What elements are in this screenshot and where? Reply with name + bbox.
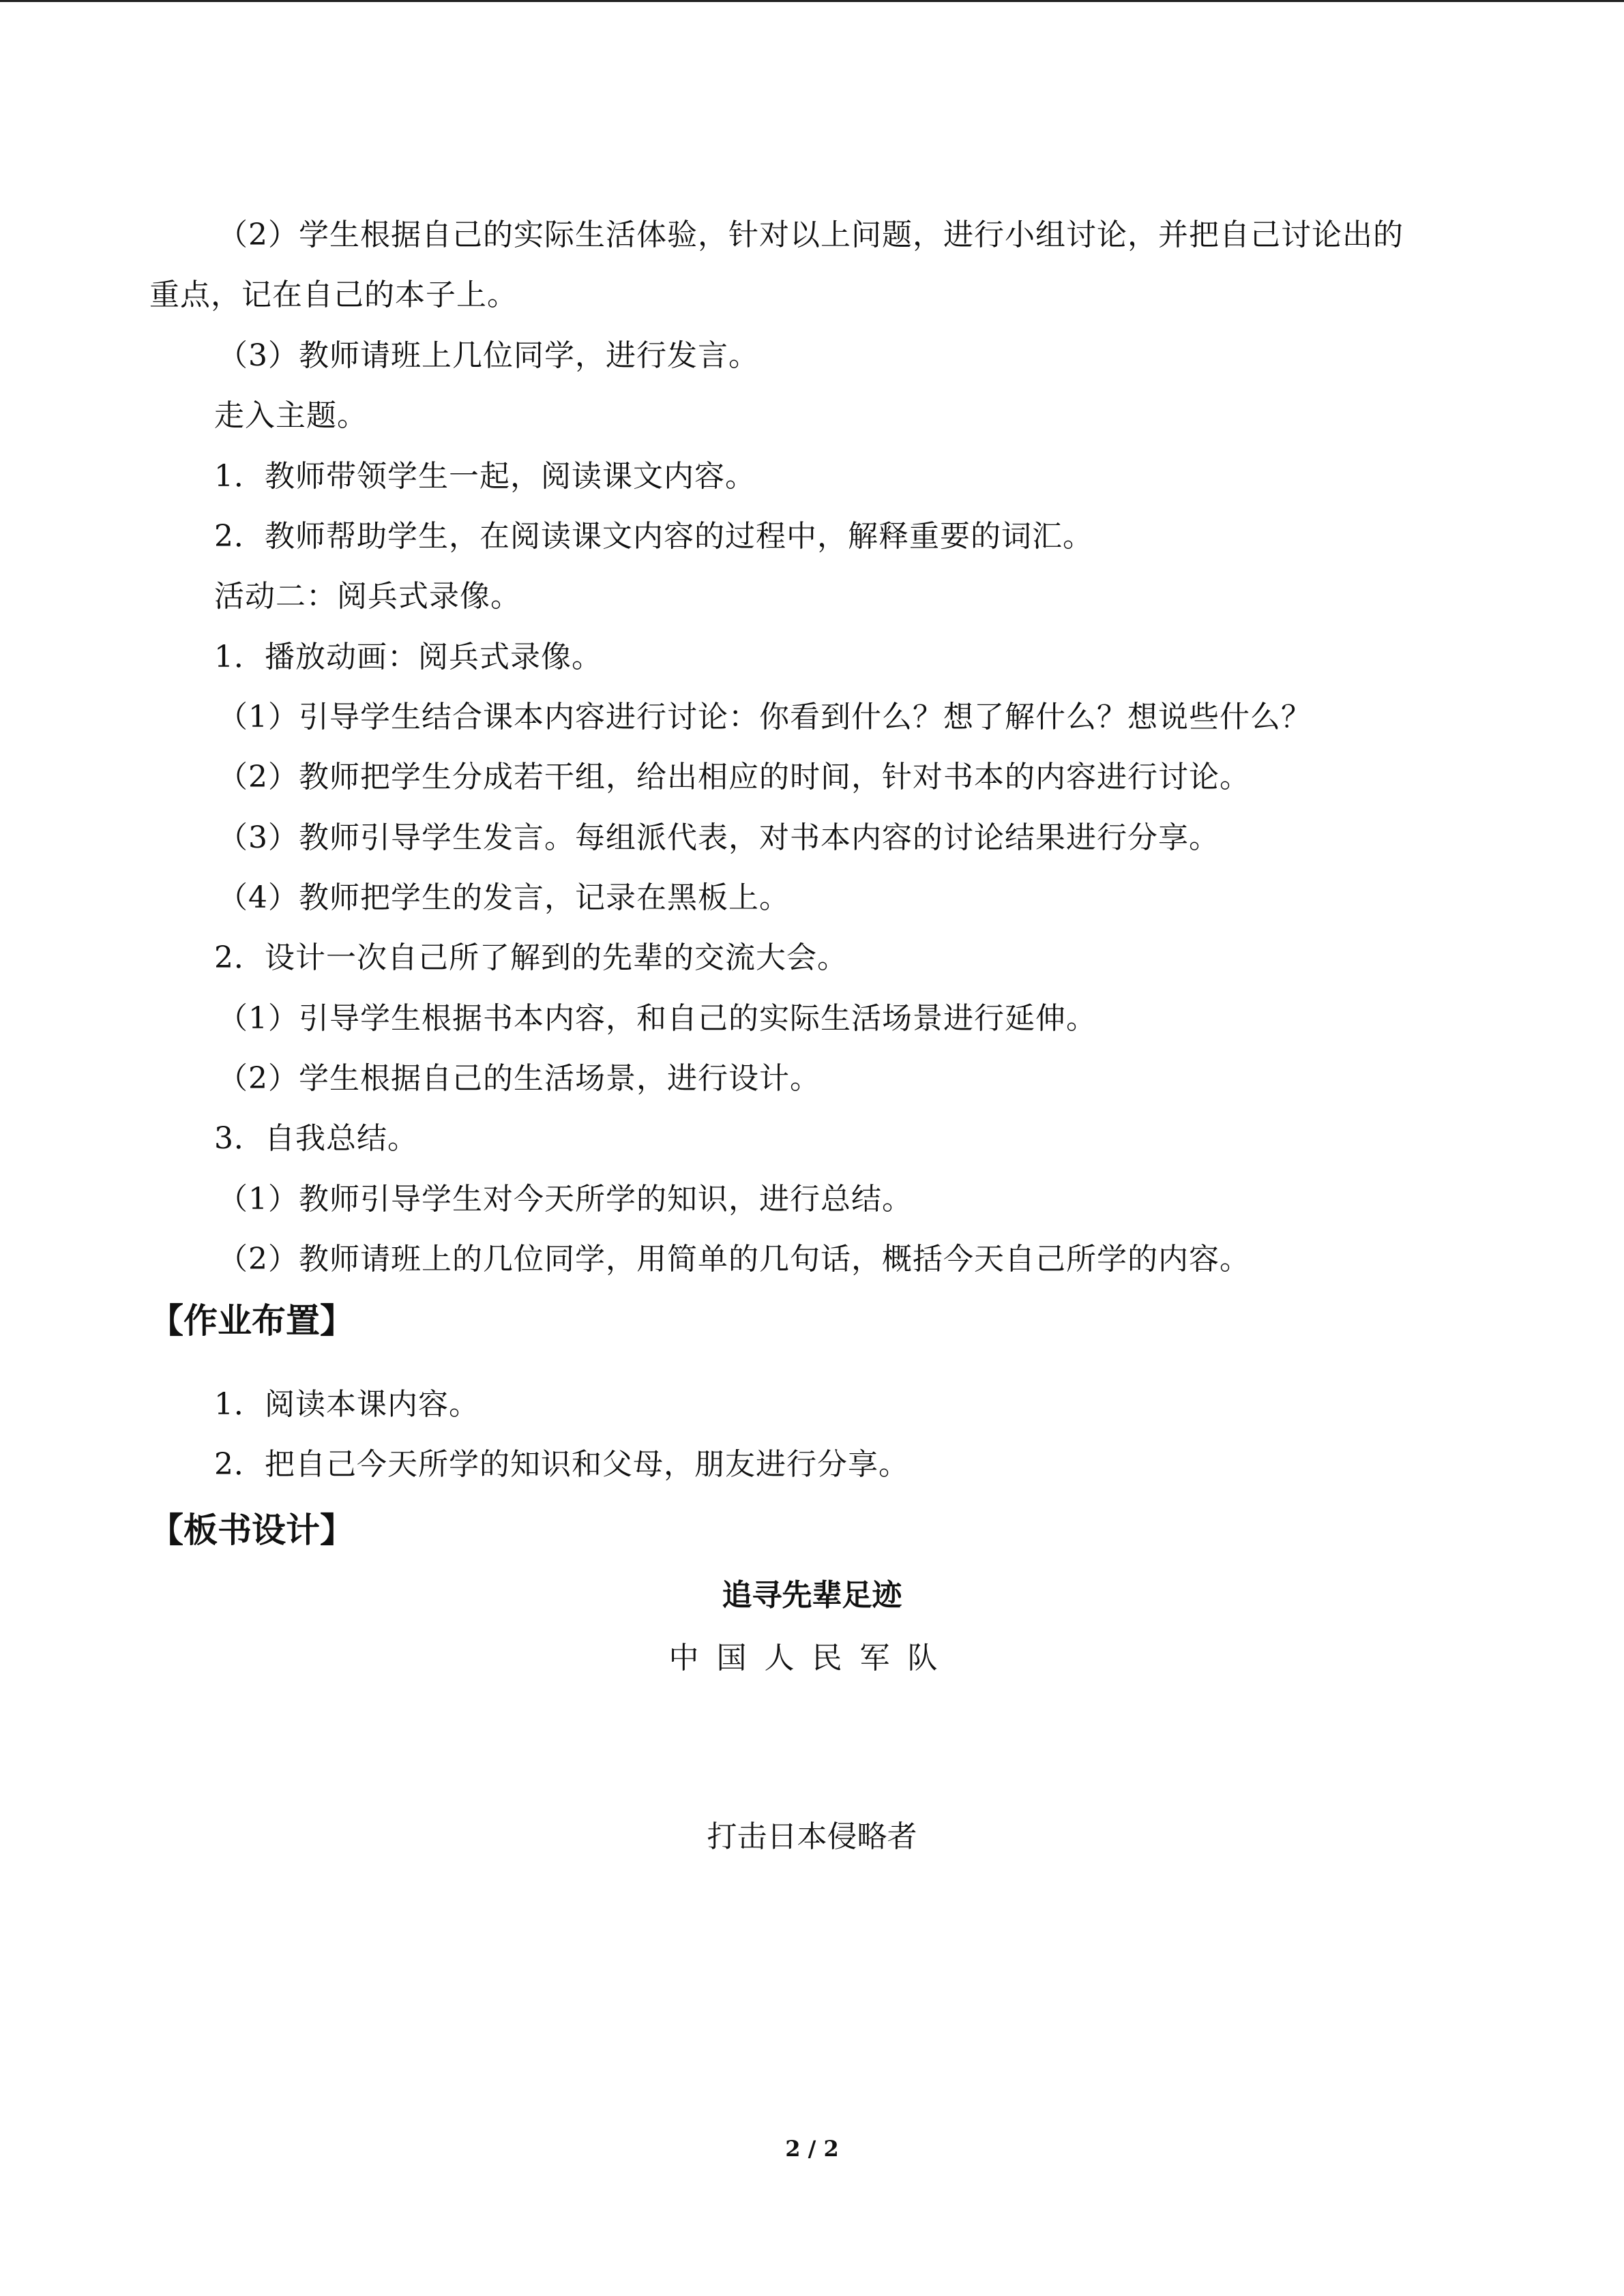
body-paragraph: 活动二：阅兵式录像。 [214, 579, 521, 614]
board-design-heading: 【板书设计】 [149, 1510, 354, 1550]
body-paragraph: 走入主题。 [214, 398, 368, 433]
body-paragraph: 1．教师带领学生一起，阅读课文内容。 [214, 459, 756, 494]
body-paragraph: （1）引导学生根据书本内容，和自己的实际生活场景进行延伸。 [218, 1001, 1097, 1036]
body-paragraph-line: （2）学生根据自己的实际生活体验，针对以上问题，进行小组讨论，并把自己讨论出的 [218, 218, 1404, 252]
body-paragraph: （1）引导学生结合课本内容进行讨论：你看到什么？想了解什么？想说些什么？ [218, 700, 1312, 734]
homework-heading: 【作业布置】 [149, 1301, 354, 1341]
body-paragraph: （3）教师引导学生发言。每组派代表，对书本内容的讨论结果进行分享。 [218, 820, 1220, 855]
body-paragraph: （2）学生根据自己的生活场景，进行设计。 [218, 1061, 821, 1096]
body-paragraph: （2）教师请班上的几位同学，用简单的几句话，概括今天自己所学的内容。 [218, 1242, 1250, 1277]
body-paragraph: 2．教师帮助学生，在阅读课文内容的过程中，解释重要的词汇。 [214, 519, 1093, 554]
body-paragraph: 2．设计一次自己所了解到的先辈的交流大会。 [214, 940, 848, 975]
board-line-army: 中国人民军队 [668, 1641, 956, 1675]
body-paragraph-line: 重点，记在自己的本子上。 [149, 278, 518, 312]
page-number: 2 / 2 [785, 2136, 839, 2162]
body-paragraph: （3）教师请班上几位同学，进行发言。 [218, 338, 759, 373]
body-paragraph: 3．自我总结。 [214, 1121, 418, 1156]
body-paragraph: （2）教师把学生分成若干组，给出相应的时间，针对书本的内容进行讨论。 [218, 760, 1250, 794]
homework-item: 2．把自己今天所学的知识和父母，朋友进行分享。 [214, 1447, 909, 1482]
homework-item: 1．阅读本课内容。 [214, 1387, 479, 1422]
board-line-fight: 打击日本侵略者 [707, 1819, 917, 1854]
body-paragraph: （1）教师引导学生对今天所学的知识，进行总结。 [218, 1182, 913, 1217]
body-paragraph: 1．播放动画：阅兵式录像。 [214, 640, 602, 674]
body-paragraph: （4）教师把学生的发言，记录在黑板上。 [218, 880, 790, 915]
board-title: 追寻先辈足迹 [722, 1578, 902, 1613]
